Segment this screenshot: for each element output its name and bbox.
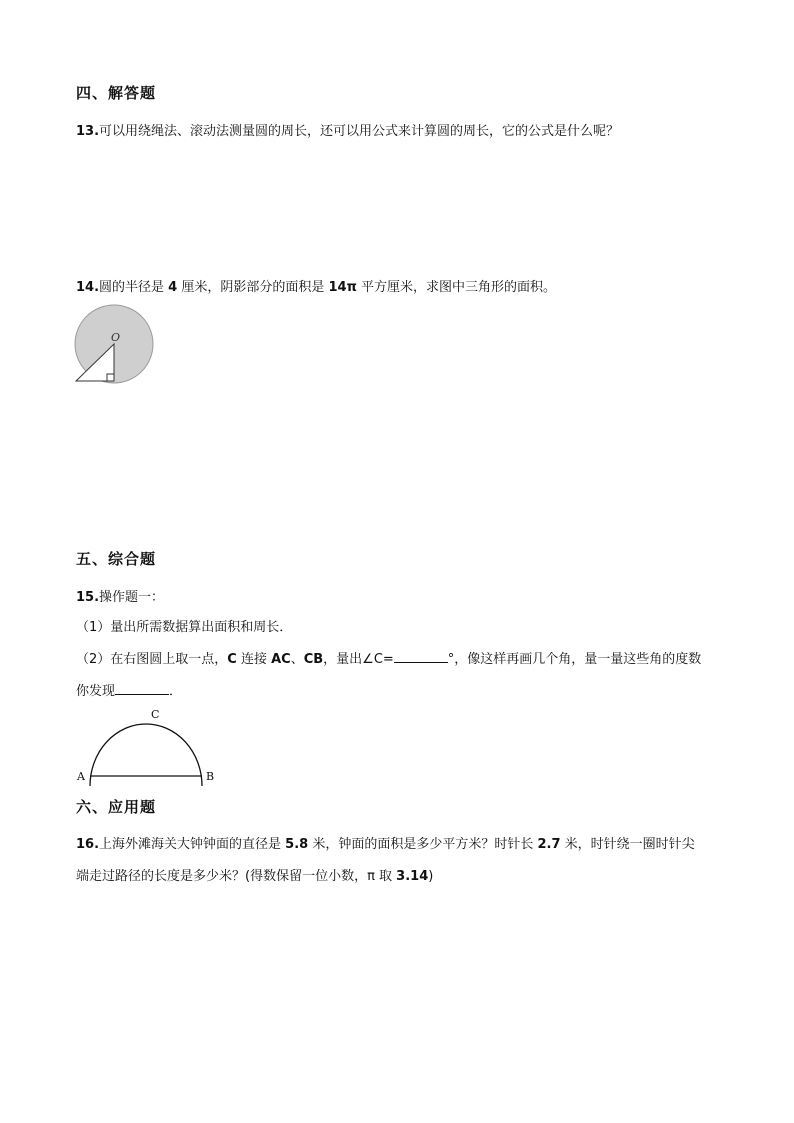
question-14 <box>76 279 556 297</box>
question-number: 16. <box>76 837 100 852</box>
label-a: A <box>77 770 85 783</box>
question-number: 15. <box>76 590 100 605</box>
question-15-part-2-cont <box>76 682 182 701</box>
part-text: ． <box>169 684 183 699</box>
section-heading-6: 六、应用题 <box>76 798 157 816</box>
part-text: （2）在右图圆上取一点， <box>76 652 228 667</box>
point-c: C <box>227 652 237 667</box>
question-text: 圆的半径是 <box>99 280 169 295</box>
question-15-part-2 <box>76 650 701 669</box>
pi-value: 3.14 <box>396 869 429 884</box>
question-title: 操作题一： <box>99 590 165 605</box>
label-b: B <box>206 770 215 783</box>
section-heading-4: 四、解答题 <box>76 84 157 102</box>
question-15-part-1: （1）量出所需数据算出面积和周长． <box>76 620 293 635</box>
question-16-line-1 <box>76 836 695 854</box>
question-text: 可以用绕绳法、滚动法测量圆的周长，还可以用公式来计算圆的周长，它的公式是什么呢？ <box>99 124 620 139</box>
part-text: 、 <box>290 652 304 667</box>
question-text: 厘米，阴影部分的面积是 <box>177 280 329 295</box>
segment-ac: AC <box>271 652 291 667</box>
radius-value: 4 <box>168 280 178 295</box>
question-text: 米，时针绕一圈时针尖 <box>560 837 695 852</box>
part-text: 你发现 <box>76 684 116 699</box>
question-13 <box>76 123 619 141</box>
circle-triangle-figure <box>70 300 162 388</box>
question-text: 米，钟面的面积是多少平方米？时针长 <box>308 837 538 852</box>
question-number: 14. <box>76 280 100 295</box>
center-label-o: O <box>111 331 121 344</box>
part-text: ，量出∠C= <box>323 652 394 667</box>
label-c: C <box>151 708 160 721</box>
question-15 <box>76 589 164 607</box>
semicircle-figure <box>72 704 222 790</box>
question-text: 上海外滩海关大钟钟面的直径是 <box>99 837 286 852</box>
diameter-value: 5.8 <box>285 837 309 852</box>
part-text: 连接 <box>236 652 272 667</box>
answer-blank-finding[interactable] <box>115 682 169 695</box>
question-number: 13. <box>76 124 100 139</box>
question-text: ) <box>428 869 434 884</box>
part-text: °，像这样再画几个角，量一量这些角的度数 <box>447 652 702 667</box>
question-text: 端走过路径的长度是多少米？(得数保留一位小数，π 取 <box>76 869 397 884</box>
question-text: 平方厘米，求图中三角形的面积。 <box>356 280 556 295</box>
shaded-area-value: 14π <box>328 280 357 295</box>
hand-length-value: 2.7 <box>537 837 561 852</box>
section-heading-5: 五、综合题 <box>76 550 157 568</box>
answer-blank-angle[interactable] <box>394 650 448 663</box>
question-16-line-2 <box>76 868 433 886</box>
segment-cb: CB <box>303 652 324 667</box>
semicircle-arc <box>90 724 202 786</box>
